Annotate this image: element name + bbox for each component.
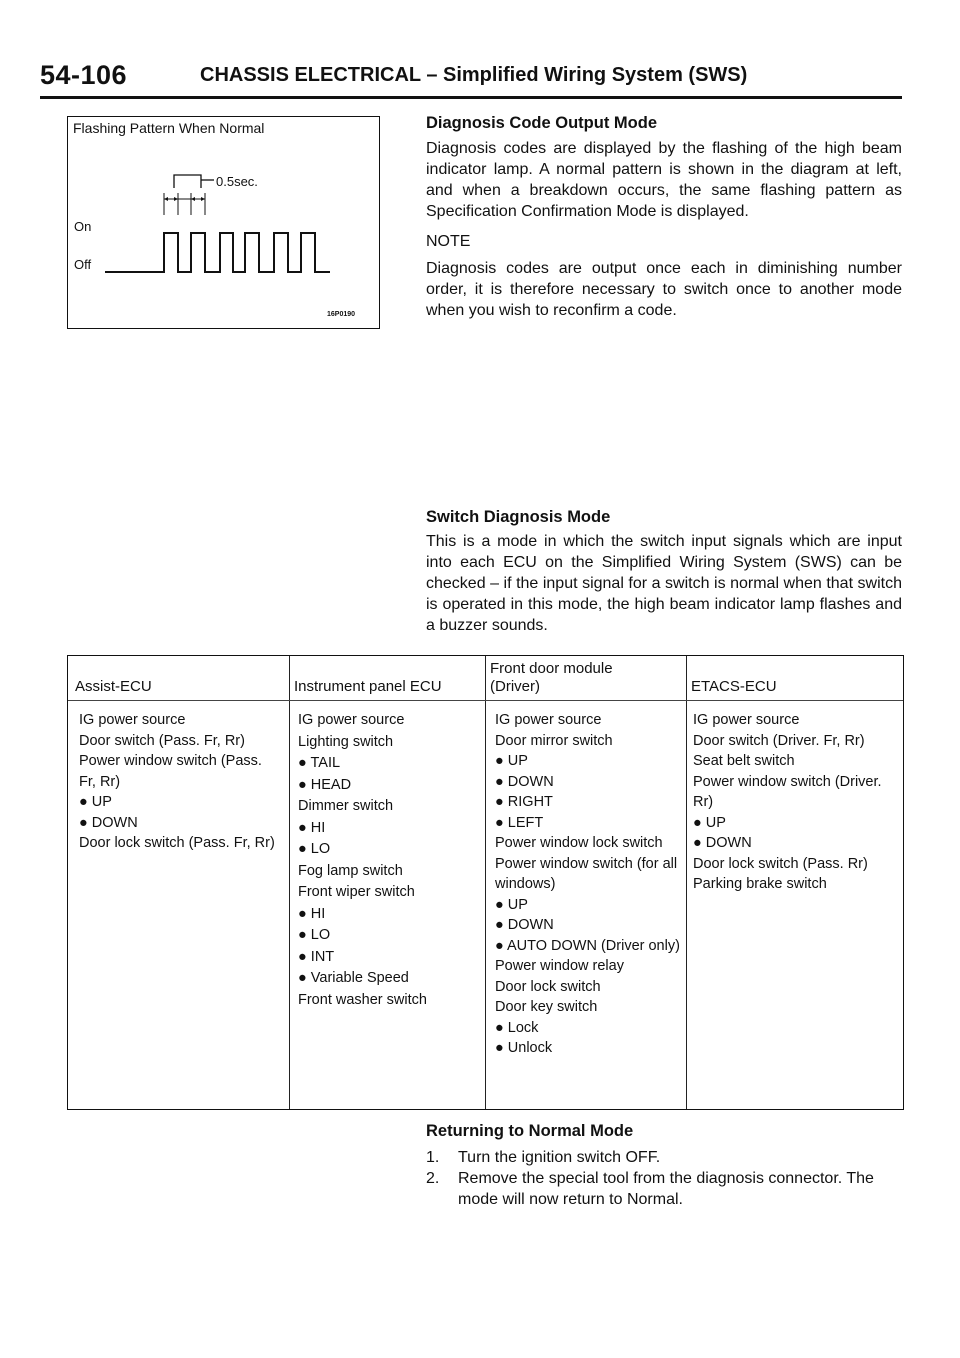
on-label: On — [74, 219, 92, 234]
list-item: Door mirror switch — [495, 732, 613, 749]
instrument-panel-ecu-list — [298, 710, 481, 1011]
column-header-assist-ecu: Assist-ECU — [75, 678, 152, 695]
list-item: ● HI — [298, 819, 326, 836]
list-item: Door switch (Pass. Fr, Rr) — [79, 732, 245, 749]
list-item: Power window switch (Driver. Rr) — [693, 773, 882, 810]
list-item: ● UP — [693, 814, 726, 831]
step-number: 2. — [426, 1170, 440, 1187]
diagram-title: Flashing Pattern When Normal — [73, 120, 265, 136]
step-item — [426, 1147, 916, 1168]
period-label: 0.5sec. — [216, 174, 258, 189]
list-item: ● Lock — [495, 1019, 539, 1036]
front-door-module-list — [495, 710, 680, 1059]
list-item: ● DOWN — [693, 835, 752, 851]
list-item: Door lock switch (Pass. Fr, Rr) — [79, 835, 275, 851]
header-rule — [40, 96, 902, 99]
list-item: Door lock switch — [495, 978, 601, 995]
step-text: Turn the ignition switch OFF. — [458, 1149, 661, 1166]
list-item: Door key switch — [495, 999, 598, 1015]
list-item: Parking brake switch — [693, 876, 827, 892]
list-item: Door switch (Driver. Fr, Rr) — [693, 732, 865, 749]
list-item: ● LO — [298, 927, 331, 943]
list-item: ● UP — [79, 794, 112, 810]
list-item: Power window switch (for all windows) — [495, 855, 678, 892]
assist-ecu-list — [79, 710, 279, 854]
switch-diagnosis-heading: Switch Diagnosis Mode — [426, 508, 611, 526]
switch-diagnosis-body: This is a mode in which the switch input signals which are input into each ECU on the Simplified Wiring System (SWS) can be checked – if the input signal for a switch is normal when that switch is operated in this mode, the high beam indicator lamp flashes and a buzzer sounds. — [426, 533, 902, 634]
list-item: IG power source — [693, 712, 800, 728]
list-item: ● Unlock — [495, 1040, 553, 1056]
step-item — [426, 1168, 916, 1210]
list-item: ● LEFT — [495, 814, 544, 831]
step-text: Remove the special tool from the diagnosis connector. The mode will now return to Normal. — [458, 1170, 874, 1208]
diagnosis-code-heading: Diagnosis Code Output Mode — [426, 114, 657, 132]
list-item: IG power source — [298, 712, 405, 728]
flashing-pattern-diagram — [67, 116, 380, 329]
header-divider — [68, 700, 903, 701]
list-item: Front wiper switch — [298, 884, 415, 900]
page-number: 54-106 — [40, 60, 128, 90]
off-label: Off — [74, 257, 92, 272]
list-item: ● DOWN — [495, 917, 554, 933]
returning-steps — [426, 1147, 916, 1210]
page-title: CHASSIS ELECTRICAL – Simplified Wiring System (SWS) — [200, 64, 748, 86]
list-item: ● LO — [298, 841, 331, 857]
list-item: IG power source — [79, 712, 186, 728]
list-item: Dimmer switch — [298, 798, 394, 814]
list-item: ● UP — [495, 753, 528, 769]
column-header-instrument-panel-ecu: Instrument panel ECU — [294, 678, 442, 695]
returning-mode-heading: Returning to Normal Mode — [426, 1122, 634, 1140]
diagnosis-code-body: Diagnosis codes are displayed by the flashing of the high beam indicator lamp. A normal pattern is shown in the diagram at left, and when a breakdown occurs, the same flashing pattern as Specification Confirmation Mode is displayed. — [426, 140, 902, 220]
flashing-waveform — [68, 117, 381, 330]
list-item: Fog lamp switch — [298, 862, 403, 879]
list-item: Front washer switch — [298, 991, 427, 1008]
column-header-etacs-ecu: ETACS-ECU — [691, 678, 777, 695]
list-item: ● Variable Speed — [298, 970, 409, 986]
list-item: Power window lock switch — [495, 835, 663, 851]
ecu-switch-table — [67, 655, 904, 1110]
list-item: ● UP — [495, 896, 528, 913]
step-number: 1. — [426, 1149, 440, 1166]
column-divider — [289, 656, 290, 1109]
list-item: ● HEAD — [298, 776, 352, 793]
list-item: Power window switch (Pass. Fr, Rr) — [79, 753, 262, 790]
list-item: ● AUTO DOWN (Driver only) — [495, 937, 680, 954]
list-item: ● DOWN — [495, 773, 554, 790]
list-item: Power window relay — [495, 958, 624, 974]
list-item: ● INT — [298, 948, 335, 965]
list-item: Lighting switch — [298, 733, 394, 750]
column-divider — [686, 656, 687, 1109]
list-item: ● RIGHT — [495, 794, 553, 810]
list-item: IG power source — [495, 712, 602, 728]
list-item: ● TAIL — [298, 755, 341, 771]
list-item: ● DOWN — [79, 814, 138, 831]
etacs-ecu-list — [693, 710, 898, 895]
list-item: Door lock switch (Pass. Rr) — [693, 855, 868, 872]
figure-code: 16P0190 — [327, 311, 356, 318]
list-item: ● HI — [298, 905, 326, 922]
note-label: NOTE — [426, 233, 471, 250]
note-body: Diagnosis codes are output once each in diminishing number order, it is therefore necessary to switch once to another mode when you wish to reconfirm a code. — [426, 260, 902, 319]
list-item: Seat belt switch — [693, 753, 795, 769]
column-header-front-door-module: Front door module (Driver) — [490, 660, 613, 695]
column-divider — [485, 656, 486, 1109]
